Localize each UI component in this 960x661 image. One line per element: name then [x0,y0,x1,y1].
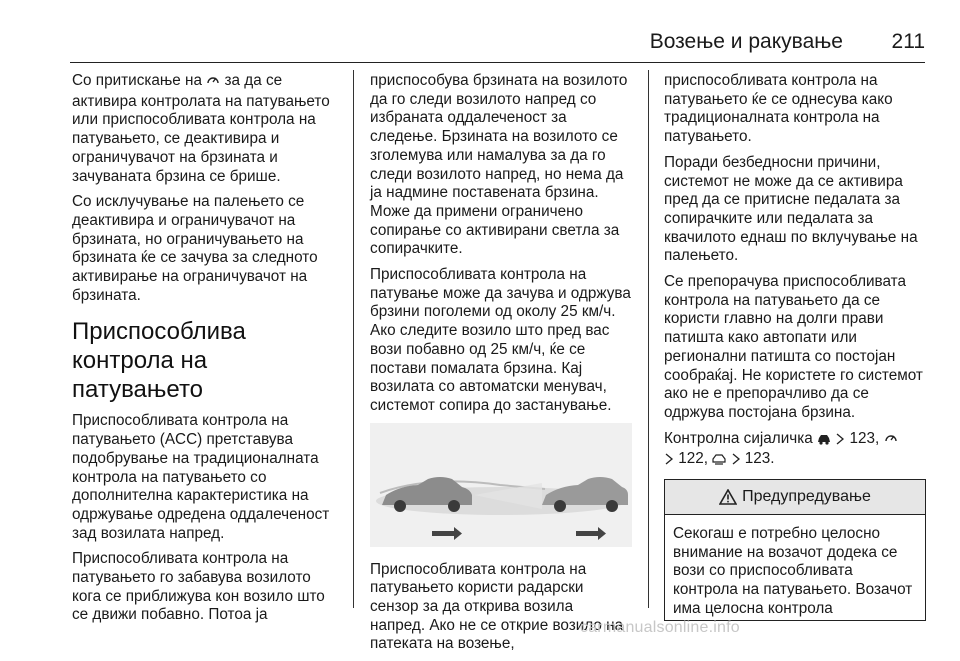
paragraph: Со исклучување на палењето се деактивира и ограничувачот на брзината, но ограничувањето на брзината ќе се зачува за следното активирање на ограничувачот на брзината. [72,193,318,304]
cruise-control-icon [206,73,220,93]
paragraph: приспособува брзината на возилото да го следи возилото напред со избраната оддалеченост за следење. Брзината на возилото се зголемува или намалува за да го следи возилото напред, но нема да ја надмине поставената брзина. Може да примени ограничено сопирање со активирани светла за сопирачките. [370,72,628,258]
car-icon [817,432,831,451]
acc-illustration [370,423,632,547]
acc-icon [712,452,726,471]
paragraph: Поради безбедносни причини, системот не може да се активира пред да се притисне педалата за сопирачките или педалата за квачилото еднаш по вклучување на палењето. [664,153,918,265]
paragraph: приспособливата контрола на патувањето ќе се однесува како традиционалната контрола на патувањето. [664,72,893,146]
cruise-control-icon [884,431,898,451]
paragraph: Се препорачува приспособливата контрола на патувањето да се користи главно на долги прави патишта како автопати или регионални патишта со постојан сообраќај. Не користете го системот ако не е препорачливо да се одржува постојана брзина. [664,273,923,421]
indicator-reference: Контролна сијаличка 123, 122, 123. [664,430,926,471]
reference-arrow-icon [835,432,845,451]
watermark: carmanualsonline.info [580,619,740,636]
paragraph: Со притискање на за да се активира контролата на патувањето или приспособливата контрола на патувањето, се деактивира и ограничувачот на брзината и зачуваната брзина се брише. [72,72,330,185]
section-heading: Приспособлива контрола на патувањето [72,318,246,404]
reference-arrow-icon [731,452,741,471]
paragraph: Приспособливата контрола на патување може да зачува и одржува брзини поголеми од околу 25 км/ч. Ако следите возило што пред вас вози побавно од 25 км/ч, ќе се постави помалата брзина. Кај возилата со автоматски менувач, системот сопира до застанување. [370,266,631,414]
reference-arrow-icon [664,452,674,471]
warning-header [665,480,925,515]
page-header [70,22,925,63]
warning-title: Предупредување [742,487,871,505]
column-1 [72,72,338,632]
section-title: Возење и ракување [649,30,843,53]
paragraph: Приспособливата контрола на патувањето користи радарски сензор за да открива возила напред. Ако не се открие возило на патеката на возење, [370,560,624,653]
column-divider [648,70,649,608]
column-2 [370,72,632,661]
warning-triangle-icon [719,489,737,505]
column-divider [353,70,354,608]
paragraph: Приспособливата контрола на патувањето го забавува возилото кога се приближува кон возило што се движи побавно. Потоа ја [72,550,325,624]
page-number: 211 [891,30,925,53]
warning-box [664,479,926,621]
paragraph: Приспособливата контрола на патувањето (ACC) претставува подобрување на традиционалната контрола на патувањето со дополнителна карактеристика на одржување одредена оддалеченост зад возилата напред. [72,412,330,542]
warning-text: Секогаш е потребно целосно внимание на возачот додека се вози со приспособливата контрола на патувањето. Возачот има целосна контрола [673,525,913,617]
column-3 [664,72,926,621]
